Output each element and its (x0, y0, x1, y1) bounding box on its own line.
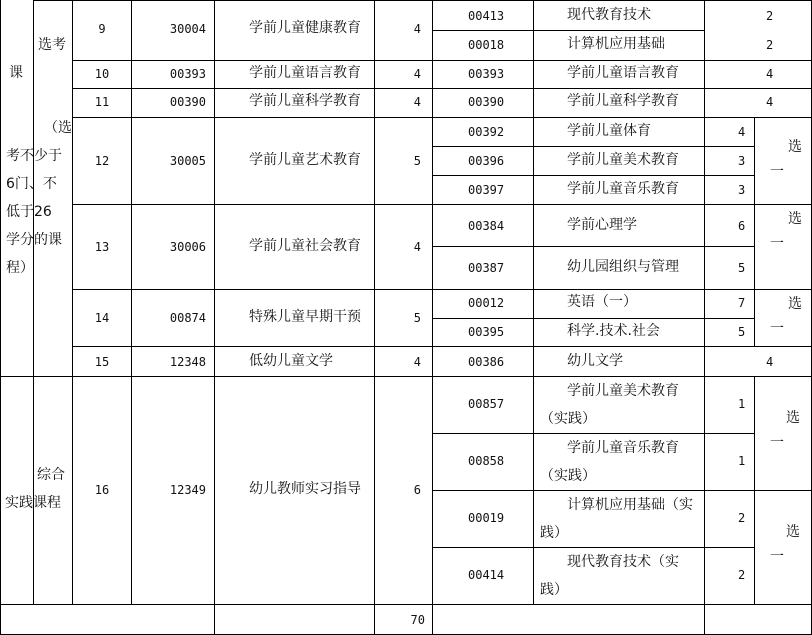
sub-course-name: 学前儿童语言教育 (567, 65, 679, 81)
choose-one-label: 选 (788, 296, 802, 312)
practice-label-line: 综合 (37, 467, 65, 483)
sub-course-code: 00384 (468, 219, 505, 233)
grid-line (33, 0, 812, 1)
course-code: 12349 (169, 483, 206, 497)
sub-course-code: 00858 (468, 454, 505, 468)
sub-course-credit: 4 (766, 95, 774, 109)
course-name: 特殊儿童早期干预 (249, 309, 361, 325)
sub-course-name-line: 践） (540, 525, 568, 541)
grid-line (704, 0, 705, 635)
choose-one-label: 一 (770, 236, 784, 252)
course-credit: 4 (413, 95, 421, 109)
sub-course-name-line: （实践） (540, 468, 596, 484)
course-credit: 4 (413, 355, 421, 369)
grid-line (432, 547, 754, 548)
grid-line (754, 117, 755, 346)
elective-note-line: 考不少于 (6, 148, 62, 164)
grid-line (0, 604, 812, 605)
sub-course-name: 学前儿童美术教育 (567, 152, 679, 168)
row-number: 16 (94, 483, 110, 497)
course-credit: 4 (413, 240, 421, 254)
sub-course-name-line: 践） (540, 582, 568, 598)
choose-one-label: 一 (770, 549, 784, 565)
course-credit: 4 (413, 67, 421, 81)
sub-course-code: 00390 (468, 95, 505, 109)
course-code: 00393 (169, 67, 206, 81)
total-credit: 70 (410, 613, 425, 627)
sub-course-code: 00386 (468, 355, 505, 369)
row-number: 10 (94, 67, 110, 81)
grid-line (72, 117, 812, 118)
grid-line (72, 346, 812, 347)
elective-note-line: （选 (44, 120, 72, 136)
grid-line (432, 175, 754, 176)
course-name: 学前儿童艺术教育 (249, 152, 361, 168)
sub-course-credit: 4 (766, 355, 774, 369)
choose-one-label: 一 (770, 321, 784, 337)
sub-course-code: 00397 (468, 183, 505, 197)
course-code: 30006 (169, 240, 206, 254)
course-name: 低幼儿童文学 (249, 353, 333, 369)
course-credit: 4 (413, 22, 421, 36)
choose-one-label: 一 (770, 164, 784, 180)
sub-course-code: 00018 (468, 38, 505, 52)
sub-course-name: 学前儿童体育 (567, 123, 651, 139)
course-credit: 6 (413, 483, 421, 497)
sub-course-code: 00019 (468, 511, 505, 525)
course-credit: 5 (413, 311, 421, 325)
sub-course-code: 00387 (468, 261, 505, 275)
row-number: 13 (94, 240, 110, 254)
grid-line (72, 60, 812, 61)
sub-course-code: 00857 (468, 397, 505, 411)
grid-line (33, 0, 34, 605)
sub-course-code: 00393 (468, 67, 505, 81)
course-code: 00390 (169, 95, 206, 109)
row-number: 14 (94, 311, 110, 325)
sub-course-name: 学前心理学 (567, 217, 637, 233)
sub-course-code: 00395 (468, 325, 505, 339)
grid-line (432, 0, 433, 635)
sub-course-name-line: 计算机应用基础（实 (567, 497, 693, 513)
sub-course-name: 现代教育技术 (567, 7, 651, 23)
grid-line (432, 433, 754, 434)
sub-course-code: 00396 (468, 154, 505, 168)
sub-course-credit: 5 (738, 261, 746, 275)
course-name: 学前儿童健康教育 (249, 20, 361, 36)
grid-line (131, 0, 132, 605)
row-number: 9 (98, 22, 106, 36)
sub-course-name: 计算机应用基础 (567, 36, 665, 52)
sub-course-code: 00012 (468, 296, 505, 310)
sub-course-name: 学前儿童音乐教育 (567, 181, 679, 197)
sub-course-code: 00392 (468, 125, 505, 139)
grid-line (0, 0, 1, 635)
grid-line (432, 246, 754, 247)
course-name: 学前儿童科学教育 (249, 93, 361, 109)
choose-one-label: 选 (788, 139, 802, 155)
course-credit: 5 (413, 154, 421, 168)
sub-course-credit: 3 (738, 183, 746, 197)
elective-note-line: 学分的课 (6, 232, 62, 248)
course-code: 30005 (169, 154, 206, 168)
choose-one-label: 选 (786, 524, 800, 540)
sub-course-credit: 4 (766, 67, 774, 81)
grid-line (432, 146, 754, 147)
row-number: 12 (94, 154, 110, 168)
practice-label-line: 实践课程 (5, 495, 61, 511)
sub-course-credit: 3 (738, 154, 746, 168)
course-code: 30004 (169, 22, 206, 36)
sub-course-name: 幼儿园组织与管理 (567, 259, 679, 275)
sub-course-credit: 1 (738, 397, 746, 411)
sub-course-name: 英语（一） (567, 294, 637, 310)
sub-course-name-line: 学前儿童音乐教育 (567, 440, 679, 456)
sub-course-name: 幼儿文学 (567, 353, 623, 369)
sub-course-name-line: 现代教育技术（实 (567, 554, 679, 570)
choose-one-label: 选 (786, 410, 800, 426)
sub-course-credit: 2 (738, 511, 746, 525)
choose-one-label: 一 (770, 435, 784, 451)
course-code: 00874 (169, 311, 206, 325)
course-name: 学前儿童社会教育 (249, 238, 361, 254)
sub-course-credit: 6 (738, 219, 746, 233)
sub-course-credit: 4 (738, 125, 746, 139)
grid-line (533, 0, 534, 605)
course-name: 幼儿教师实习指导 (249, 481, 361, 497)
sub-course-credit: 5 (738, 325, 746, 339)
sub-course-name-line: （实践） (540, 411, 596, 427)
sub-course-name-line: 学前儿童美术教育 (567, 383, 679, 399)
grid-line (72, 88, 812, 89)
row-number: 15 (94, 355, 110, 369)
grid-line (432, 318, 754, 319)
sub-course-name: 科学.技术.社会 (567, 323, 660, 339)
grid-line (754, 376, 755, 604)
elective-note-line: 6门、不 (6, 176, 57, 192)
grid-line (72, 0, 73, 605)
grid-line (0, 376, 812, 377)
sub-course-code: 00413 (468, 9, 505, 23)
grid-line (72, 204, 812, 205)
grid-line (214, 0, 215, 635)
elective-note-line: 低于26 (6, 204, 52, 220)
sub-course-code: 00414 (468, 568, 505, 582)
course-code: 12348 (169, 355, 206, 369)
choose-one-label: 选 (788, 211, 802, 227)
sub-course-credit: 2 (766, 38, 774, 52)
elective-title: 选考 (38, 37, 66, 53)
grid-line (432, 30, 704, 31)
sub-course-name: 学前儿童科学教育 (567, 93, 679, 109)
sub-course-credit: 1 (738, 454, 746, 468)
row-number: 11 (94, 95, 110, 109)
sub-course-credit: 2 (738, 568, 746, 582)
grid-line (432, 490, 812, 491)
sub-course-credit: 2 (766, 9, 774, 23)
elective-note-line: 程） (6, 260, 34, 276)
course-label: 课 (9, 65, 23, 81)
sub-course-credit: 7 (738, 296, 746, 310)
course-name: 学前儿童语言教育 (249, 65, 361, 81)
grid-line (72, 289, 812, 290)
